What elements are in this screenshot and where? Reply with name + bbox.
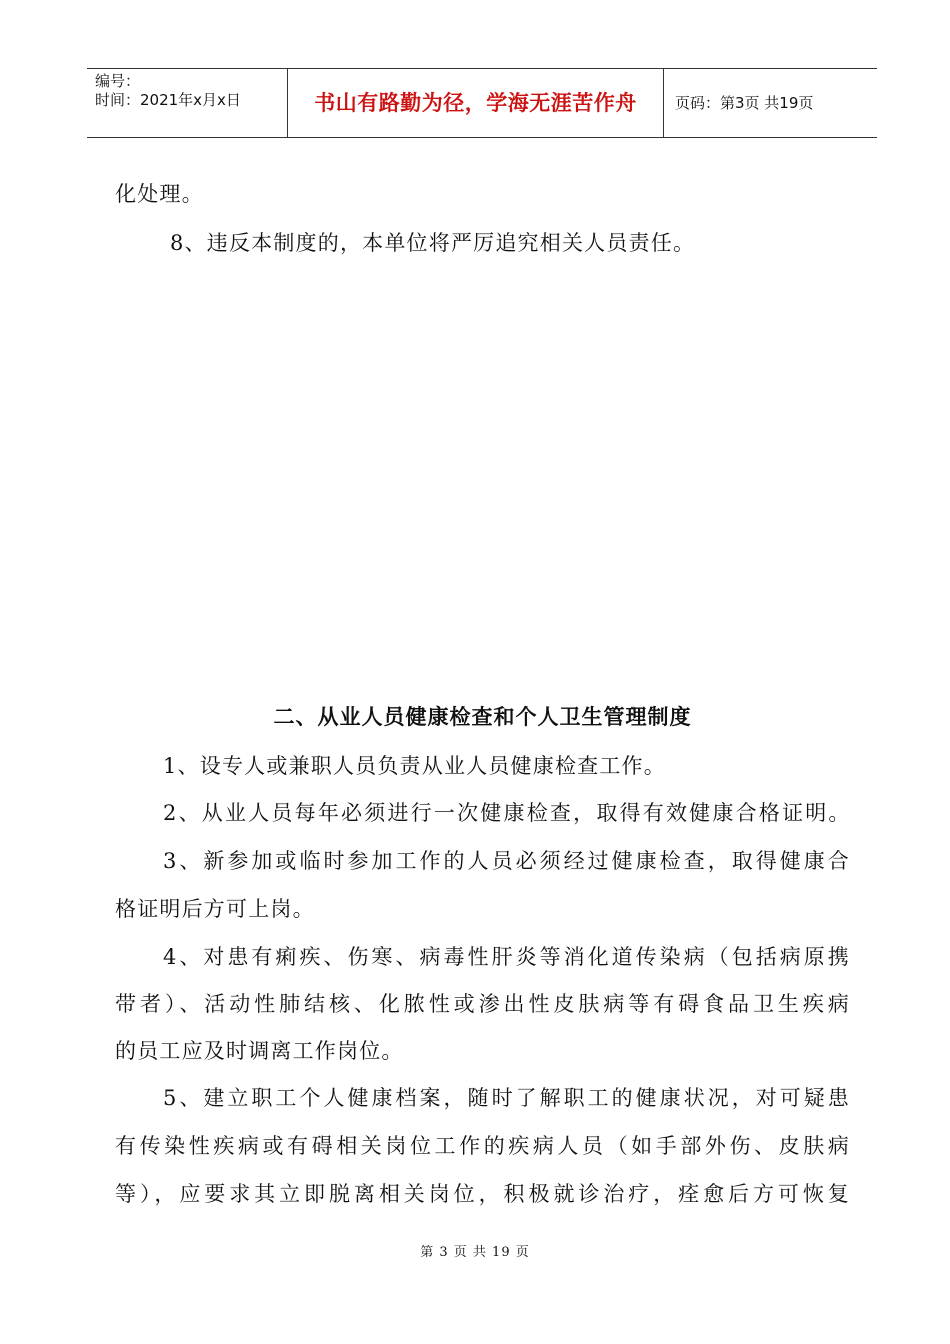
paragraph-line: 有传染性疾病或有碍相关岗位工作的疾病人员（如手部外伤、皮肤病 [115, 1134, 850, 1158]
paragraph-line: 化处理。 [115, 182, 204, 206]
paragraph-line: 4、对患有痢疾、伤寒、病毒性肝炎等消化道传染病（包括病原携 [163, 945, 850, 969]
serial-number-label: 编号： [95, 72, 141, 90]
header-meta-cell [87, 69, 288, 137]
paragraph-line: 带者）、活动性肺结核、化脓性或渗出性皮肤病等有碍食品卫生疾病 [115, 992, 850, 1016]
paragraph-line: 1、设专人或兼职人员负责从业人员健康检查工作。 [163, 754, 666, 778]
page-header [87, 68, 877, 138]
section-title: 二、从业人员健康检查和个人卫生管理制度 [273, 705, 692, 729]
paragraph-line: 的员工应及时调离工作岗位。 [115, 1039, 404, 1063]
header-motto: 书山有路勤为径，学海无涯苦作舟 [314, 91, 637, 115]
paragraph-line: 格证明后方可上岗。 [115, 897, 315, 921]
paragraph-line: 2、从业人员每年必须进行一次健康检查，取得有效健康合格证明。 [163, 801, 850, 825]
page-footer: 第 3 页 共 19 页 [420, 1245, 530, 1260]
paragraph-line: 等），应要求其立即脱离相关岗位，积极就诊治疗，痊愈后方可恢复 [115, 1182, 850, 1206]
header-page-info: 页码：第3页 共19页 [675, 94, 814, 112]
paragraph-line: 3、新参加或临时参加工作的人员必须经过健康检查，取得健康合 [163, 849, 850, 873]
paragraph-line: 5、建立职工个人健康档案，随时了解职工的健康状况，对可疑患 [163, 1086, 850, 1110]
date-label: 时间：2021年x月x日 [95, 91, 241, 109]
header-page-cell [665, 69, 877, 137]
header-motto-cell [288, 69, 664, 137]
paragraph-line: 8、违反本制度的，本单位将严厉追究相关人员责任。 [170, 231, 696, 255]
